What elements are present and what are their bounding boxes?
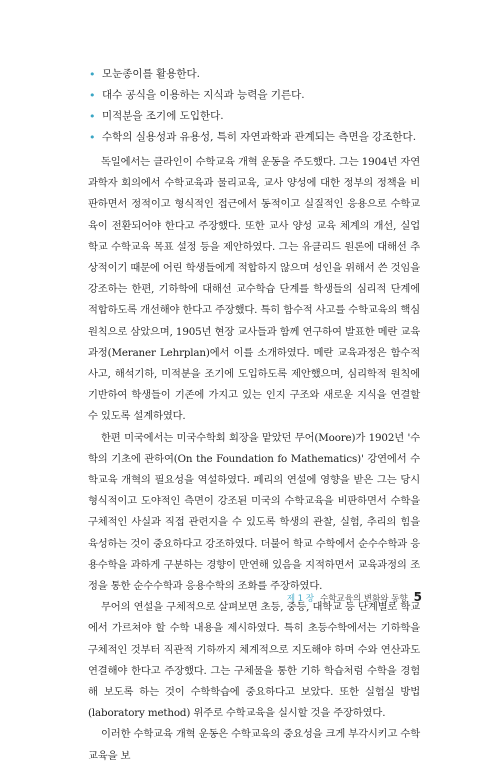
bullet-dot-icon: •: [89, 68, 96, 81]
chapter-label: 제 1 장: [286, 594, 315, 604]
page-number: 5: [413, 590, 422, 604]
bullet-dot-icon: •: [89, 89, 96, 102]
page-footer: [287, 590, 422, 604]
paragraph: 한편 미국에서는 미국수학회 회장을 맡았던 무어(Moore)가 1902년 '수학의 기초에 관하여(On the Foundation fo Mathematics)' 강연에서 수학교육 개혁의 필요성을 역설하였다. 페리의 연설에 영향을 받은 그는 당시 형식적이고 도야적인 측면이 강조된 미국의 수학교육을 비판하면서 수학을 구체적인 사실과 직접 관련지을 수 있도록 학생의 관찰, 실험, 추리의 힘을 육성하는 것이 중요하다고 강조하였다. 더불어 학교 수학에서 순수수학과 응용수학을 과하게 구분하는 경향이 만연해 있음을 지적하면서 교육과정의 조정을 통한 순수수학과 응용수학의 조화를 주장하였다.: [88, 431, 420, 593]
body-text: [88, 152, 420, 767]
bullet-text: 대수 공식을 이용하는 지식과 능력을 기른다.: [102, 89, 305, 101]
bullet-list: [88, 64, 458, 148]
bullet-item: [88, 64, 458, 85]
bullet-text: 미적분을 조기에 도입한다.: [102, 110, 224, 122]
paragraph: 이러한 수학교육 개혁 운동은 수학교육의 중요성을 크게 부각시키고 수학교육을 보: [88, 728, 420, 762]
bullet-item: [88, 127, 458, 148]
bullet-dot-icon: •: [89, 110, 96, 123]
chapter-title: 수학교육의 변화와 동향: [320, 594, 408, 604]
bullet-dot-icon: •: [89, 131, 96, 144]
bullet-text: 수학의 실용성과 유용성, 특히 자연과학과 관계되는 측면을 강조한다.: [102, 131, 417, 143]
bullet-item: [88, 106, 458, 127]
paragraph: 무어의 연설을 구체적으로 살펴보면 초등, 중등, 대학교 등 단계별로 학교에서 가르쳐야 할 수학 내용을 제시하였다. 특히 초등수학에서는 기하학을 구체적인 것부터 직관적 기하까지 체계적으로 지도해야 하며 수와 연산과도 연결해야 한다고 주장했다. 그는 구체물을 통한 기하 학습처럼 수학을 경험해 보도록 하는 것이 수학학습에 중요하다고 보았다. 또한 실험실 방법(laboratory method) 위주로 수학교육을 실시할 것을 주장하였다.: [88, 601, 420, 720]
bullet-item: [88, 85, 458, 106]
paragraph: 독일에서는 클라인이 수학교육 개혁 운동을 주도했다. 그는 1904년 자연과학자 회의에서 수학교육과 물리교육, 교사 양성에 대한 정부의 정책을 비판하면서 정적이고 형식적인 접근에서 동적이고 실질적인 응용으로 수학교육이 전환되어야 한다고 주장했다. 또한 교사 양성 교육 체계의 개선, 실업 학교 수학교육 목표 설정 등을 제안하였다. 그는 유클리드 원론에 대해선 추상적이기 때문에 어린 학생들에게 적합하지 않으며 성인을 위해서 쓴 것임을 강조하는 한편, 기하학에 대해선 교수학습 단계를 학생들의 심리적 단계에 적합하도록 개선해야 한다고 주장했다. 특히 함수적 사고를 수학교육의 핵심 원칙으로 삼았으며, 1905년 현장 교사들과 함께 연구하여 발표한 메란 교육과정(Meraner Lehrplan)에서 이를 소개하였다. 메란 교육과정은 함수적 사고, 해석기하, 미적분을 조기에 도입하도록 제안했으며, 심리학적 원칙에 기반하여 학생들이 기존에 가지고 있는 인지 구조와 새로운 지식을 연결할 수 있도록 설계하였다.: [88, 156, 420, 423]
bullet-text: 모눈종이를 활용한다.: [102, 68, 200, 80]
